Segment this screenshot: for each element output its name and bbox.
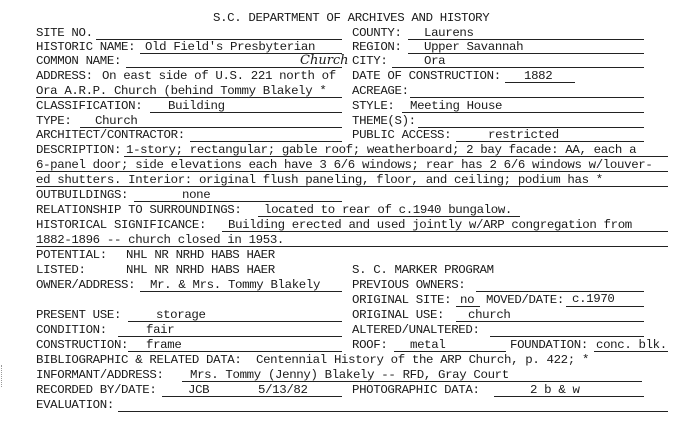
common-name-label: COMMON NAME: — [36, 54, 122, 68]
style-line — [402, 112, 644, 113]
style-label: STYLE: — [352, 99, 395, 113]
recorded-by-label: RECORDED BY/DATE: — [36, 383, 157, 397]
informant-line — [182, 381, 642, 382]
foundation-label: FOUNDATION: — [510, 338, 588, 352]
construction-value: frame — [146, 338, 182, 352]
classification-value: Building — [168, 99, 225, 113]
outbuildings-label: OUTBUILDINGS: — [36, 188, 129, 202]
classification-label: CLASSIFICATION: — [36, 99, 143, 113]
relationship-line — [258, 216, 520, 217]
historical-significance-line2: 1882-1896 -- church closed in 1953. — [36, 233, 284, 247]
foundation-line — [594, 351, 668, 352]
city-line — [392, 67, 644, 68]
description-line1: 1-story; rectangular; gable roof; weatherboard; 2 bay facade: AA, each a — [126, 143, 637, 157]
region-value: Upper Savannah — [424, 40, 524, 54]
construction-label: CONSTRUCTION: — [36, 338, 129, 352]
evaluation-line — [118, 411, 668, 412]
acreage-line — [410, 97, 644, 98]
previous-owners-label: PREVIOUS OWNERS: — [352, 278, 466, 292]
public-access-label: PUBLIC ACCESS: — [352, 128, 452, 142]
historical-significance-line1: Building erected and used jointly w/ARP congregation from — [228, 218, 632, 232]
date-of-construction-label: DATE OF CONSTRUCTION: — [352, 69, 501, 83]
form-header: S.C. DEPARTMENT OF ARCHIVES AND HISTORY — [213, 11, 490, 25]
original-use-label: ORIGINAL USE: — [352, 308, 445, 322]
classification-line — [150, 112, 342, 113]
foundation-value: conc. blk. — [596, 338, 667, 352]
photographic-data-label: PHOTOGRAPHIC DATA: — [352, 383, 480, 397]
listed-options: NHL NR NRHD HABS HAER — [126, 263, 275, 277]
address-line2-underline — [36, 97, 342, 98]
style-value: Meeting House — [410, 99, 503, 113]
altered-line — [490, 336, 644, 337]
bibliographic-label: BIBLIOGRAPHIC & RELATED DATA: — [36, 353, 242, 367]
informant-value: Mrs. Tommy (Jenny) Blakely -- RFD, Gray Court — [190, 368, 509, 382]
county-value: Laurens — [424, 26, 474, 40]
bibliographic-value: Centennial History of the ARP Church, p. 422; * — [256, 353, 590, 367]
address-line2: Ora A.R.P. Church (behind Tommy Blakely * — [36, 84, 327, 98]
outbuildings-value: none — [182, 188, 211, 202]
previous-owners-line — [476, 291, 644, 292]
date-of-construction-value: 1882 — [524, 69, 553, 83]
themes-label: THEME(S): — [352, 114, 416, 128]
photographic-data-line — [494, 396, 644, 397]
address-label: ADDRESS: — [36, 69, 93, 83]
evaluation-label: EVALUATION: — [36, 398, 114, 412]
construction-line — [128, 351, 342, 352]
public-access-line — [456, 141, 644, 142]
original-site-line — [456, 306, 480, 307]
moved-date-line — [566, 306, 644, 307]
outbuildings-line — [134, 201, 342, 202]
relationship-value: located to rear of c.1940 bungalow. — [264, 203, 512, 217]
condition-line — [118, 336, 342, 337]
type-value: Church — [95, 114, 138, 128]
county-label: COUNTY: — [352, 26, 402, 40]
photographic-data-value: 2 b & w — [530, 383, 580, 397]
owner-label: OWNER/ADDRESS: — [36, 278, 136, 292]
moved-date-label: MOVED/DATE: — [486, 293, 564, 307]
original-use-line — [456, 321, 644, 322]
site-no-label: SITE NO. — [36, 26, 93, 40]
moved-date-value: c.1970 — [572, 292, 615, 306]
historical-significance-label: HISTORICAL SIGNIFICANCE: — [36, 218, 207, 232]
potential-label: POTENTIAL: — [36, 248, 107, 262]
description-underline2 — [36, 171, 668, 172]
architect-label: ARCHITECT/CONTRACTOR: — [36, 128, 185, 142]
description-line2: 6-panel door; side elevations each have 3 6/6 windows; rear has 2 6/6 windows w/louver- — [36, 158, 653, 172]
owner-value: Mr. & Mrs. Tommy Blakely — [150, 278, 321, 292]
condition-label: CONDITION: — [36, 323, 107, 337]
historic-name-label: HISTORIC NAME: — [36, 40, 136, 54]
city-value: Ora — [424, 54, 446, 68]
description-underline1 — [124, 156, 668, 157]
date-of-construction-line — [505, 82, 575, 83]
address-line1: On east side of U.S. 221 north of — [102, 69, 336, 83]
recorded-by-initials: JCB — [188, 383, 210, 397]
acreage-label: ACREAGE: — [352, 84, 409, 98]
owner-line — [140, 291, 342, 292]
relationship-label: RELATIONSHIP TO SURROUNDINGS: — [36, 203, 242, 217]
historical-significance-underline2 — [36, 246, 668, 247]
type-label: TYPE: — [36, 114, 72, 128]
description-label: DESCRIPTION: — [36, 143, 122, 157]
potential-options: NHL NR NRHD HABS HAER — [126, 248, 275, 262]
original-use-value: church — [468, 308, 511, 322]
region-label: REGION: — [352, 40, 402, 54]
listed-label: LISTED: — [36, 263, 86, 277]
present-use-label: PRESENT USE: — [36, 308, 122, 322]
original-site-label: ORIGINAL SITE: — [352, 293, 452, 307]
roof-line — [394, 351, 506, 352]
architect-line — [190, 141, 342, 142]
city-label: CITY: — [352, 54, 388, 68]
description-underline3 — [36, 186, 668, 187]
condition-value: fair — [146, 323, 175, 337]
description-line3: ed shutters. Interior: original flush paneling, floor, and ceiling; podium has * — [36, 173, 603, 187]
recorded-by-date: 5/13/82 — [258, 383, 308, 397]
present-use-value: storage — [156, 308, 206, 322]
historic-name-value: Old Field's Presbyterian — [145, 40, 316, 54]
roof-value: metal — [410, 338, 446, 352]
marker-program-label: S. C. MARKER PROGRAM — [352, 263, 494, 277]
scan-edge-mark — [1, 365, 5, 387]
common-name-handwritten: Church — [300, 53, 349, 68]
present-use-line — [128, 321, 342, 322]
informant-label: INFORMANT/ADDRESS: — [36, 368, 164, 382]
historical-significance-underline1 — [222, 231, 668, 232]
public-access-value: restricted — [488, 128, 559, 142]
roof-label: ROOF: — [352, 338, 388, 352]
altered-label: ALTERED/UNALTERED: — [352, 323, 480, 337]
recorded-by-line — [162, 396, 342, 397]
original-site-value: no — [460, 293, 475, 307]
